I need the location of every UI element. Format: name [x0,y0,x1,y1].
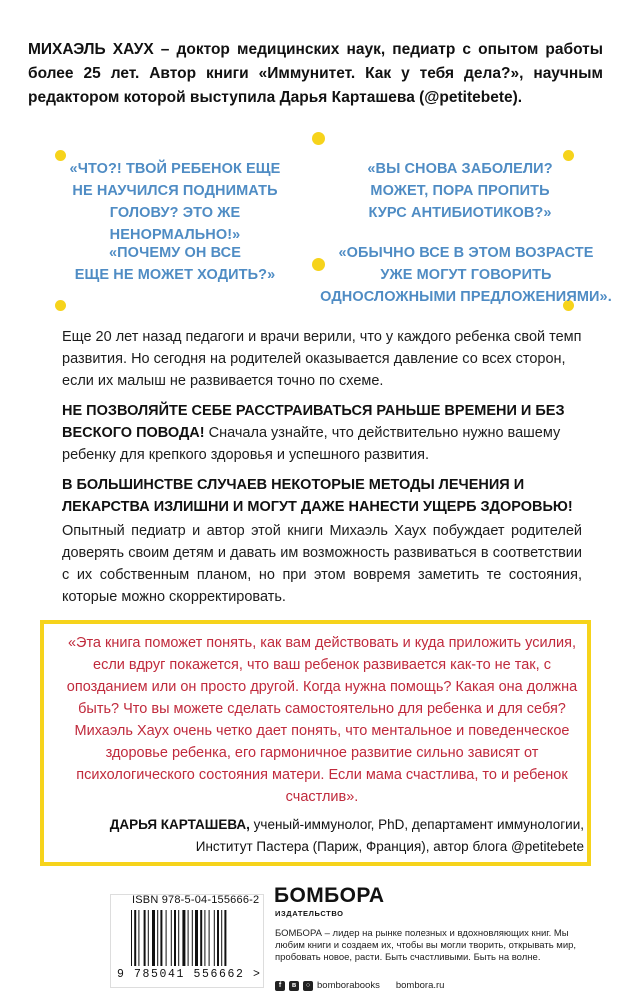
decorative-dot [55,300,66,311]
paragraph-warning-bold: НЕ ПОЗВОЛЯЙТЕ СЕБЕ РАССТРАИВАТЬСЯ РАНЬШЕ ВРЕМЕНИ И БЕЗ ВЕСКОГО ПОВОДА! [62,403,565,441]
vk-icon: в [289,981,299,991]
reviewer-title: ученый-иммунолог, PhD, департамент иммунологии, [249,817,584,832]
publisher-website[interactable]: bombora.ru [395,980,445,991]
publisher-subtitle: ИЗДАТЕЛЬСТВО [275,909,344,918]
author-bio: МИХАЭЛЬ ХАУХ – доктор медицинских наук, педиатр с опытом работы более 25 лет. Автор книги «Иммунитет. Как у тебя дела?», научным редактором которой выступила Дарья Карташева (@petitebete). [28,41,603,106]
quote-line: МОЖЕТ, ПОРА ПРОПИТЬ [370,183,550,199]
quote-antibiotics [340,158,580,224]
paragraph-warning-text: Сначала узнайте, что действительно нужно вашему ребенку для крепкого здоровья и успешного развития. [62,425,561,463]
review-quote: «Эта книга поможет понять, как вам действовать и куда приложить усилия, если вдруг покажется, что ваш ребенок развивается как-то не так, с опозданием или он просто другой. Когда нужна помощь? Какая она должна быть? Что вы можете сделать самостоятельно для ребенка и для себя? Михаэль Хаух очень четко дает понять, что ментальное и поведенческое здоровье ребенка, его гармоничное развитие сильно зависят от психологического состояния матери. Если мама счастлива, то и ребенок счастлив». [66,635,578,805]
paragraph-description: Опытный педиатр и автор этой книги Михаэль Хаух побуждает родителей доверять своим детям и давать им возможность развиваться в соответствии с их собственным планом, но при этом вовремя заметить те состояния, которые можно скорректировать. [62,523,582,605]
publisher-description: БОМБОРА – лидер на рынке полезных и вдохновляющих книг. Мы любим книги и создаем их, чтобы вы могли творить, открывать мир, пробовать новое, расти. Быть счастливыми. Быть на волне. [275,928,577,963]
quote-ready-head [55,158,295,246]
facebook-icon: f [275,981,285,991]
signature-line-2: Институт Пастера (Париж, Франция), автор блога @petitebete [195,839,584,854]
quote-line: «ПОЧЕМУ ОН ВСЕ [109,245,241,261]
quote-line: ОДНОСЛОЖНЫМИ ПРЕДЛОЖЕНИЯМИ». [320,289,612,305]
social-handle[interactable]: bomborabooks [317,980,380,991]
quote-walking [55,242,295,286]
paragraph-caution: В БОЛЬШИНСТВЕ СЛУЧАЕВ НЕКОТОРЫЕ МЕТОДЫ ЛЕЧЕНИЯ И ЛЕКАРСТВА ИЗЛИШНИ И МОГУТ ДАЖЕ НАНЕСТИ УЩЕРБ ЗДОРОВЬЮ! [62,477,573,515]
quote-line: «ВЫ СНОВА ЗАБОЛЕЛИ? [367,161,553,177]
quote-line: ЕЩЕ НЕ МОЖЕТ ХОДИТЬ?» [74,267,276,283]
quote-speaking [320,242,612,308]
decorative-dot [312,132,325,145]
publisher-links [275,980,444,991]
paragraph-intro: Еще 20 лет назад педагоги и врачи верили, что у каждого ребенка свой темп развития. Но сегодня на родителей оказывается давление со всех сторон, если их малыш не развивается точно по схеме. [62,329,582,389]
quote-line: КУРС АНТИБИОТИКОВ?» [368,205,552,221]
barcode-icon [131,910,247,966]
quote-line: «ЧТО?! ТВОЙ РЕБЕНОК ЕЩЕ [69,161,281,177]
reviewer-name: ДАРЬЯ КАРТАШЕВА, [109,817,250,832]
quote-line: ГОЛОВУ? ЭТО ЖЕ НЕНОРМАЛЬНО!» [109,205,241,243]
signature-line-1 [62,814,584,836]
quote-line: НЕ НАУЧИЛСЯ ПОДНИМАТЬ [72,183,278,199]
publisher-logo: БОМБОРА [274,884,385,907]
isbn-label: ISBN 978-5-04-155666-2 [132,894,260,906]
barcode-digits: 9 785041 556662 > [117,968,262,981]
quote-line: «ОБЫЧНО ВСЕ В ЭТОМ ВОЗРАСТЕ [338,245,594,261]
review-signature [62,814,584,858]
instagram-icon: ○ [303,981,313,991]
paragraph-warning [62,400,582,466]
quote-line: УЖЕ МОГУТ ГОВОРИТЬ [380,267,552,283]
